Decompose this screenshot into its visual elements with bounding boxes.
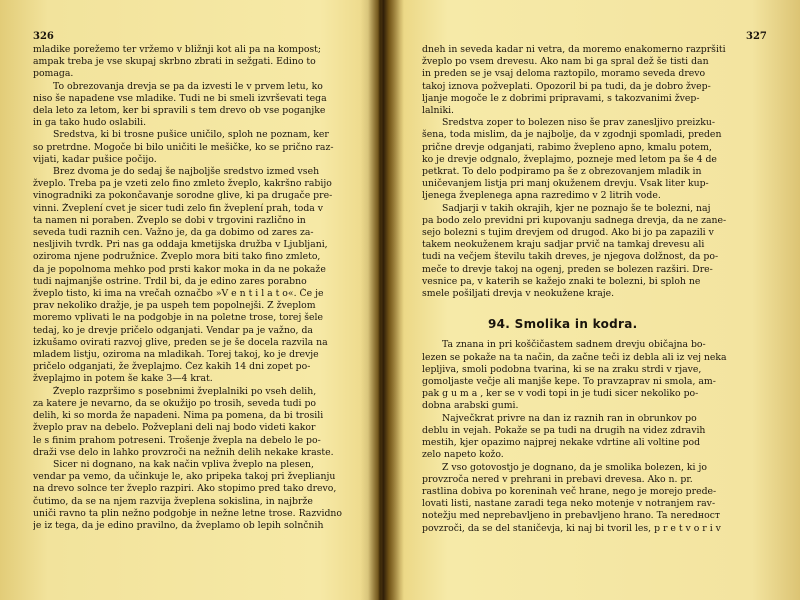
- text-line: Sredstva zoper to bolezen niso še prav zanesljivo preizku-: [442, 117, 716, 129]
- text-line: izkušamo ovirati razvoj glive, preden se je še docela razvila na: [33, 336, 328, 348]
- text-line: žveplo po vsem drevesu. Ako nam bi ga spral dež še tisti dan: [422, 56, 709, 68]
- text-line: lovati listi, nastane zaradi tega neko motenje v notranjem rav-: [422, 498, 716, 510]
- text-line: na drevo solnce ter žveplo razpiri. Ako stopimo pred tako drevo,: [33, 483, 337, 495]
- text-line: čutimo, da se na njem razvija žveplena sokislina, in najbrže: [33, 495, 313, 507]
- text-line: le s finim prahom potreseni. Trošenje žvepla na debelo le po-: [33, 434, 321, 446]
- text-line: zelo napeto kožo.: [422, 449, 504, 461]
- text-line: notežju med neprebavljeno in prebavljeno hrano. Ta neredност: [422, 510, 721, 522]
- text-line: meče to drevje takoj na ogenj, preden se bolezen razširi. Dre-: [422, 263, 713, 275]
- text-line: nesljivih tvrdk. Pri nas ga oddaja kmetijska družba v Ljubljani,: [33, 239, 328, 251]
- text-line: prične drevje odganjati, rabimo žvepleno apno, kmalu potem,: [422, 141, 712, 153]
- page-number-right: 327: [746, 31, 767, 42]
- text-line: mestih, kjer opazimo najprej nekake vdrtine ali voltine pod: [422, 437, 701, 449]
- text-line: žveplo tisto, ki ima na vrečah označbo »V e n t i l a t o«. Če je: [33, 288, 324, 300]
- text-line: vinogradniki za pokončavanje sorodne glive, ki pa drugače pre-: [33, 190, 333, 202]
- text-line: vijati, kadar pušice počijo.: [33, 153, 157, 165]
- text-line: lepljiva, smoli podobna tvarina, ki se na zraku strdi v rjave,: [422, 363, 702, 375]
- text-line: pomaga.: [33, 68, 74, 80]
- text-line: Ta znana in pri koščičastem sadnem drevju običajna bo-: [442, 339, 706, 351]
- left-page: [0, 0, 376, 600]
- text-line: žveplo. Treba pa je vzeti zelo fino zmleto žveplo, kakršno rabijo: [33, 178, 332, 190]
- text-line: šena, toda mislim, da je najbolje, da v zgodnji spomladi, preden: [422, 129, 722, 141]
- text-line: tedaj, ko je drevje pričelo odganjati. Vendar pa je važno, da: [33, 324, 313, 336]
- text-line: da je popolnoma mehko pod prsti kakor moka in da ne pokaže: [33, 263, 326, 275]
- text-line: oziroma njene podružnice. Žveplo mora biti tako fino zmleto,: [33, 251, 321, 263]
- text-line: petkrat. To delo podpiramo pa še z obrezovanjem mladik in: [422, 166, 702, 178]
- text-line: vesnice pa, v katerih se kažejo znaki te bolezni, bi sploh ne: [422, 275, 701, 287]
- text-line: mladike porežemo ter vržemo v bližnji kot ali pa na kompost;: [33, 44, 322, 55]
- text-line: draži vse delo in lahko provzroči na nežnih delih nekake kraste.: [33, 446, 334, 458]
- text-line: takem neokuženem kraju sadjar prvič na tamkaj drevesu ali: [422, 239, 705, 251]
- text-line: Največkrat privre na dan iz raznih ran in obrunkov po: [442, 412, 697, 424]
- text-line: žveplajmo in potem še kake 3—4 krat.: [33, 373, 213, 385]
- text-line: seveda tudi raznih cen. Važno je, da ga dobimo od zares za-: [33, 227, 314, 239]
- text-line: so pretrdne. Mogoče bi bilo uničiti le mešičke, ko se prično raz-: [33, 141, 334, 153]
- text-line: uniči ravno ta plin nežno podgobje in nežne letne trose. Razvidno: [33, 507, 342, 519]
- text-line: ljanje mogoče le z dobrimi pripravami, s takozvanimi žvep-: [422, 92, 700, 104]
- text-line: Brez dvoma je do sedaj še najboljše sredstvo izmed vseh: [53, 166, 320, 178]
- text-line: je iz tega, da je edino pravilno, da žveplamo ob lepih solnčnih: [33, 519, 324, 531]
- text-line: pak g u m a , ker se v vodi topi in je tudi sicer nekoliko po-: [422, 388, 699, 400]
- text-line: lezen se pokaže na ta način, da začne teči iz debla ali iz vej neka: [422, 351, 727, 363]
- text-line: gomoljaste večje ali manjše kepe. To pravzaprav ni smola, am-: [422, 376, 716, 388]
- text-line: tudi najmanjše ostrine. Trdil bi, da je edino zares porabno: [33, 275, 307, 287]
- text-line: vinni. Žveplení cvet je sicer tudi zelo fin žveplení prah, toda v: [33, 202, 324, 214]
- text-line: mladem listju, oziroma na mladikah. Torej takoj, ko je drevje: [33, 349, 319, 361]
- page-number-left: 326: [33, 31, 54, 42]
- right-page-text: [422, 44, 794, 535]
- text-line: moremo vplivati le na podgobje in na poletne trose, torej šele: [33, 312, 324, 324]
- text-line: delih, ki so morda že napadeni. Nima pa pomena, da bi trosili: [33, 410, 324, 422]
- text-line: dela leto za letom, ker bi spravili s tem drevo ob vse poganjke: [33, 105, 326, 117]
- text-line: smele pošiljati drevja v neokužene kraje.: [422, 288, 615, 300]
- text-line: Sicer ni dognano, na kak način vpliva žveplo na plesen,: [53, 458, 314, 470]
- text-line: in preden se je vsaj deloma raztopilo, moramo seveda drevo: [422, 68, 706, 80]
- text-line: ljenega žveplenega apna razredimo v 2 litrih vode.: [422, 190, 661, 202]
- text-line: dobna arabski gumi.: [422, 400, 519, 412]
- text-line: ko je drevje odgnalo, žveplajmo, pozneje med letom pa še 4 de: [422, 153, 717, 165]
- text-line: žveplo prav na debelo. Požveplani deli naj bodo videti kakor: [33, 422, 316, 434]
- text-line: To obrezovanja drevja se pa da izvesti le v prvem letu, ko: [53, 80, 323, 92]
- text-line: in ga tako hudo oslabili.: [33, 117, 147, 129]
- text-line: za katere je nevarno, da se okužijo po trosih, seveda tudi po: [33, 397, 317, 409]
- text-line: povzroči, da se del staničevja, ki naj bi tvoril les, p r e t v o r i v: [422, 522, 721, 534]
- text-line: pa bodo zelo previdni pri kupovanju sadnega drevja, da ne zane-: [422, 214, 727, 226]
- text-line: niso še napadene vse mladike. Tudi ne bi smeli izvrševati tega: [33, 92, 327, 104]
- text-line: Sredstva, ki bi trosne pušice uničilo, sploh ne poznam, ker: [53, 129, 329, 141]
- text-line: Žveplo razpršimo s posebnimi žveplalniki po vseh delih,: [53, 385, 317, 397]
- text-line: Z vso gotovostjo je dognano, da je smolika bolezen, ki jo: [442, 461, 707, 473]
- text-line: deblu in vejah. Pokaže se pa tudi na drugih na videz zdravih: [422, 424, 706, 436]
- text-line: rastlina dobiva po koreninah več hrane, nego je morejo prede-: [422, 485, 717, 497]
- text-line: ta namen ni poraben. Žveplo se dobi v trgovini različno in: [33, 214, 306, 226]
- section-heading: 94. Smolika in kodra.: [488, 318, 638, 331]
- text-line: lalniki.: [422, 105, 455, 117]
- text-line: provzroča nered v prehrani in prebavi drevesa. Ako n. pr.: [422, 473, 693, 485]
- left-page-text: [33, 44, 363, 532]
- text-line: pričelo odganjati, že žveplajmo. Čez kakih 14 dni zopet po-: [33, 361, 311, 373]
- right-page: [386, 0, 800, 600]
- text-line: sejo bolezni s tujim drevjem od drugod. Ako bi jo pa zapazili v: [422, 227, 714, 239]
- text-line: Sadjarji v takih okrajih, kjer ne poznajo še te bolezni, naj: [442, 202, 711, 214]
- text-line: prav nekoliko dražje, je pa uspeh tem popolnejši. Z žveplom: [33, 300, 316, 312]
- text-line: takoj iznova požveplati. Opozoril bi pa tudi, da je dobro žvep-: [422, 80, 711, 92]
- text-line: dneh in seveda kadar ni vetra, da moremo enakomerno razpršiti: [422, 44, 726, 55]
- text-line: uničevanjem listja pri manj okuženem drevju. Vsak liter kup-: [422, 178, 709, 190]
- text-line: vendar pa vemo, da učinkuje le, ako pripeka takoj pri žveplianju: [33, 471, 336, 483]
- text-line: ampak treba je vse skupaj skrbno zbrati in sežgati. Edino to: [33, 56, 316, 68]
- text-line: tudi na večjem številu takih dreves, je njegova dolžnost, da po-: [422, 251, 719, 263]
